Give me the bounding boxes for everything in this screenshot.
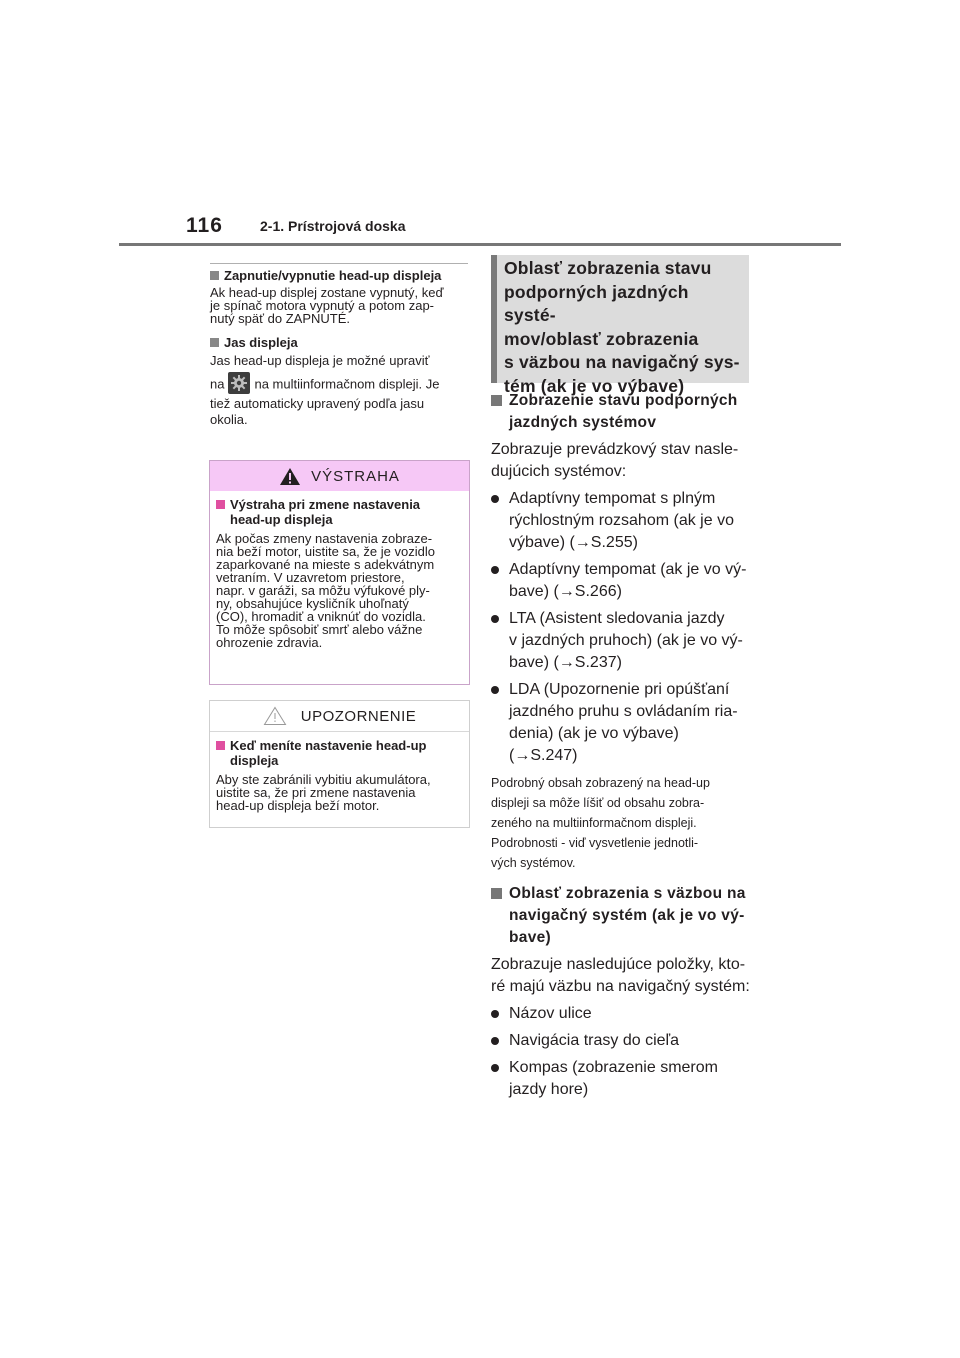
text-line: Podrobnosti - viď vysvetlenie jednotli- bbox=[491, 836, 699, 850]
text-line: bave) (→S.237) bbox=[509, 654, 622, 671]
note bbox=[491, 773, 759, 873]
text-line: Ak počas zmeny nastavenia zobraze- bbox=[216, 531, 433, 546]
text-line: Kompas (zobrazenie smerom bbox=[509, 1059, 718, 1076]
text-line: Navigácia trasy do cieľa bbox=[509, 1032, 680, 1049]
text-line: LDA (Upozornenie pri opúšťaní bbox=[509, 681, 730, 698]
square-bullet-icon bbox=[210, 271, 219, 280]
subheading: bave) bbox=[509, 929, 551, 946]
notice-heading: displeja bbox=[230, 753, 279, 768]
item-heading: Jas displeja bbox=[224, 335, 298, 350]
left-column bbox=[210, 263, 468, 438]
text-fragment: na bbox=[210, 376, 225, 392]
list-item bbox=[491, 1030, 759, 1052]
text-line: je spínač motora vypnutý a potom zap- bbox=[210, 298, 435, 313]
text-line: displeji sa môže líšiť od obsahu zobra- bbox=[491, 796, 705, 810]
text-line: Adaptívny tempomat (ak je vo vý- bbox=[509, 561, 747, 578]
square-bullet-icon bbox=[216, 741, 225, 750]
subheading: Zobrazenie stavu podporných bbox=[509, 392, 738, 409]
text-line: ny, obsahujúce kysličník uhoľnatý bbox=[216, 596, 409, 611]
text-line: Zobrazuje prevádzkový stav nasle- bbox=[491, 441, 739, 458]
text-line: zaparkované na mieste s adekvátnym bbox=[216, 557, 435, 572]
text-line: Ak head-up displej zostane vypnutý, keď bbox=[210, 285, 444, 300]
text-line: nia beží motor, uistite sa, že je vozidlo bbox=[216, 544, 435, 559]
text-line: okolia. bbox=[210, 412, 248, 427]
list-item bbox=[491, 608, 759, 674]
bullet-dot-icon bbox=[491, 1037, 499, 1045]
bullet-dot-icon bbox=[491, 566, 499, 574]
bullet-dot-icon bbox=[491, 1010, 499, 1018]
heading-line: Oblasť zobrazenia stavu bbox=[504, 258, 712, 278]
text-line: Jas head-up displeja je možné upraviť bbox=[210, 353, 430, 368]
right-column bbox=[491, 390, 759, 1101]
text-line: výbave) (→S.255) bbox=[509, 534, 638, 551]
heading-line: s väzbou na navigačný sys- bbox=[504, 352, 740, 372]
text-line: Podrobný obsah zobrazený na head-up bbox=[491, 776, 710, 790]
warning-title: VÝSTRAHA bbox=[311, 467, 400, 485]
heading-line: mov/oblasť zobrazenia bbox=[504, 328, 699, 349]
text-line: dujúcich systémov: bbox=[491, 463, 627, 480]
list-item bbox=[491, 679, 759, 767]
caution-triangle-icon bbox=[263, 706, 287, 726]
text-line: ré majú väzbu na navigačný systém: bbox=[491, 978, 750, 995]
square-bullet-icon bbox=[210, 338, 219, 347]
text-line: To môže spôsobiť smrť alebo vážne bbox=[216, 622, 423, 637]
text-line: vých systémov. bbox=[491, 856, 576, 870]
header-rule bbox=[119, 243, 841, 246]
list-item bbox=[491, 559, 759, 603]
text-line: Adaptívny tempomat s plným bbox=[509, 490, 716, 507]
list-item bbox=[491, 488, 759, 554]
text-line: head-up displeja beží motor. bbox=[216, 798, 380, 813]
bullet-dot-icon bbox=[491, 495, 499, 503]
section-title: 2-1. Prístrojová doska bbox=[260, 218, 406, 234]
notice-box bbox=[209, 700, 470, 828]
heading-line: tém (ak je vo výbave) bbox=[504, 375, 685, 396]
text-line: bave) (→S.266) bbox=[509, 583, 622, 600]
notice-title: UPOZORNENIE bbox=[300, 707, 417, 725]
text-fragment: na multiinformačnom displeji. Je bbox=[254, 376, 440, 392]
page-number: 116 bbox=[186, 214, 223, 237]
list-item bbox=[491, 1003, 759, 1025]
square-bullet-icon bbox=[216, 500, 225, 509]
text-line: rýchlostným rozsahom (ak je vo bbox=[509, 512, 734, 529]
text-line: Aby ste zabránili vybitiu akumulátora, bbox=[216, 772, 431, 787]
list-item bbox=[491, 1057, 759, 1101]
warning-box bbox=[209, 460, 470, 685]
square-bullet-icon bbox=[491, 888, 502, 899]
bullet-dot-icon bbox=[491, 686, 499, 694]
text-line: Zobrazuje nasledujúce položky, kto- bbox=[491, 956, 746, 973]
square-bullet-icon bbox=[491, 395, 502, 406]
text-line: denia) (ak je vo výbave) bbox=[509, 725, 679, 742]
warning-triangle-icon bbox=[279, 467, 301, 486]
item-hud-toggle bbox=[210, 268, 468, 325]
text-line: tiež automaticky upravený podľa jasu bbox=[210, 396, 425, 411]
heading-accent-bar bbox=[491, 255, 497, 383]
text-line: (→S.247) bbox=[509, 747, 578, 764]
section-heading-box bbox=[491, 255, 749, 396]
item-heading: Zapnutie/vypnutie head-up displeja bbox=[224, 268, 442, 283]
item-brightness bbox=[210, 335, 468, 428]
bullet-dot-icon bbox=[491, 615, 499, 623]
text-line: vetraním. V uzavretom priestore, bbox=[216, 570, 405, 585]
text-line: uistite sa, že pri zmene nastavenia bbox=[216, 785, 416, 800]
subheading: Oblasť zobrazenia s väzbou na bbox=[509, 885, 746, 902]
text-line: napr. v garáži, sa môžu výfukové ply- bbox=[216, 583, 430, 598]
text-line: ohrozenie zdravia. bbox=[216, 635, 323, 650]
subheading: navigačný systém (ak je vo vý- bbox=[509, 907, 745, 924]
text-line: nutý späť do ZAPNUTÉ. bbox=[210, 311, 350, 326]
text-line: jazdného pruhu s ovládaním ria- bbox=[509, 703, 738, 720]
notice-heading: Keď meníte nastavenie head-up bbox=[230, 738, 427, 753]
heading-line: podporných jazdných systé- bbox=[504, 281, 689, 325]
text-line: v jazdných pruhoch) (ak je vo vý- bbox=[509, 632, 743, 649]
text-line: (CO), hromadiť a vniknúť do vozidla. bbox=[216, 609, 426, 624]
subheading: jazdných systémov bbox=[509, 414, 657, 431]
text-line: Názov ulice bbox=[509, 1005, 592, 1022]
warning-heading: head-up displeja bbox=[230, 512, 333, 527]
gear-settings-icon bbox=[228, 372, 250, 394]
text-line: jazdy hore) bbox=[509, 1081, 589, 1098]
divider bbox=[210, 263, 468, 264]
text-line: zeného na multiinformačnom displeji. bbox=[491, 816, 697, 830]
bullet-dot-icon bbox=[491, 1064, 499, 1072]
text-line: LTA (Asistent sledovania jazdy bbox=[509, 610, 725, 627]
warning-heading: Výstraha pri zmene nastavenia bbox=[230, 497, 421, 512]
